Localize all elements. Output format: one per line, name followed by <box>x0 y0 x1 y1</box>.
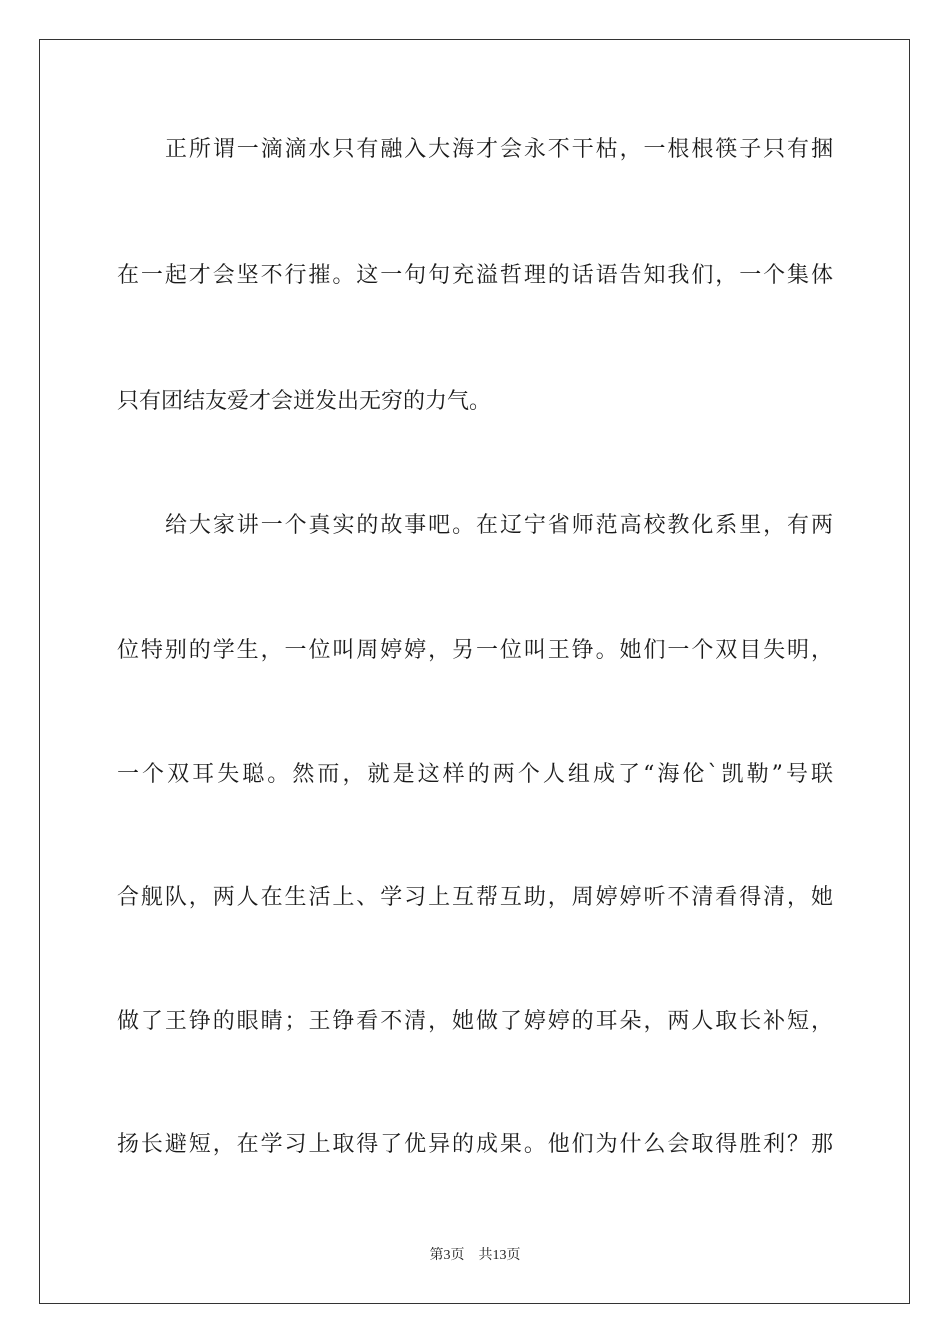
text-line: 扬长避短，在学习上取得了优异的成果。他们为什么会取得胜利？那 <box>117 1132 833 1157</box>
total-suffix: 页 <box>506 1247 521 1263</box>
text-line: 在一起才会坚不行摧。这一句句充溢哲理的话语告知我们，一个集体 <box>117 263 833 288</box>
text-line: 一个双耳失聪。然而，就是这样的两个人组成了“海伦`凯勒”号联 <box>117 762 833 787</box>
text-line: 给大家讲一个真实的故事吧。在辽宁省师范高校教化系里，有两 <box>165 513 833 538</box>
page-footer <box>0 1246 950 1265</box>
total-pages: 13 <box>492 1248 507 1263</box>
text-line: 做了王铮的眼睛；王铮看不清，她做了婷婷的耳朵，两人取长补短， <box>117 1009 833 1034</box>
page-number: 3 <box>443 1248 451 1263</box>
page-suffix: 页 <box>450 1247 465 1263</box>
text-line: 正所谓一滴滴水只有融入大海才会永不干枯，一根根筷子只有捆 <box>165 137 833 162</box>
total-prefix: 共 <box>478 1247 493 1263</box>
text-line: 只有团结友爱才会迸发出无穷的力气。 <box>117 389 492 414</box>
page-prefix: 第 <box>429 1247 444 1263</box>
text-line: 合舰队，两人在生活上、学习上互帮互助，周婷婷听不清看得清，她 <box>117 885 833 910</box>
page-frame <box>39 39 910 1304</box>
text-line: 位特别的学生，一位叫周婷婷，另一位叫王铮。她们一个双目失明， <box>117 638 833 663</box>
